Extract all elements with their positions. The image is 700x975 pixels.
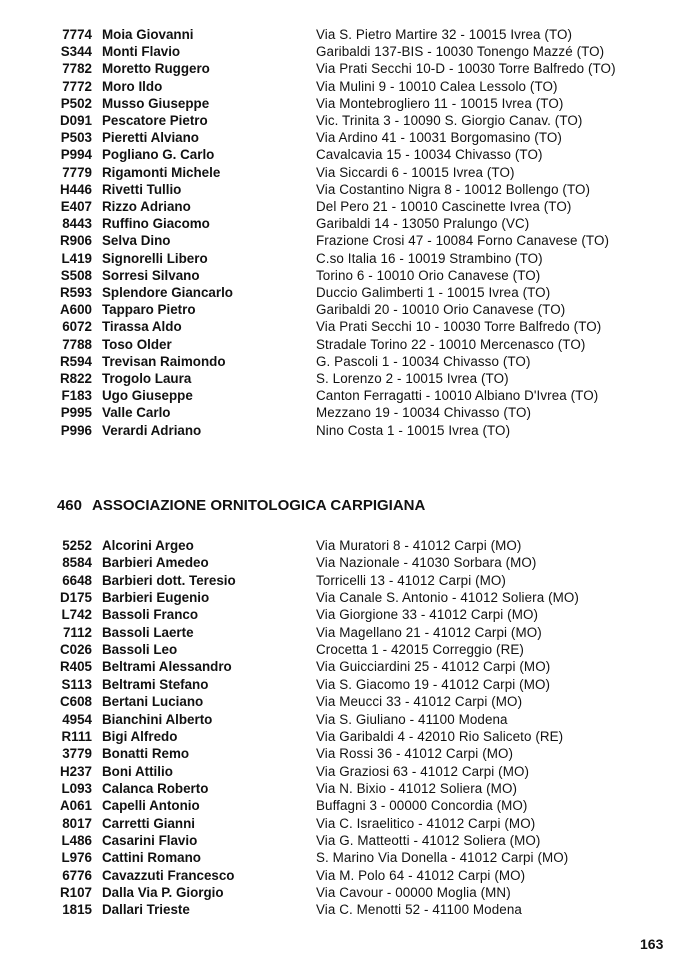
list-item: [0, 181, 700, 198]
member-address: Duccio Galimberti 1 - 10015 Ivrea (TO): [316, 285, 551, 300]
member-address: Frazione Crosi 47 - 10084 Forno Canavese (TO): [316, 233, 610, 249]
member-name: Valle Carlo: [102, 405, 171, 421]
member-name: Pescatore Pietro: [102, 113, 208, 128]
member-address: Garibaldi 137-BIS - 10030 Tonengo Mazzé (TO): [316, 44, 605, 60]
member-name: Selva Dino: [102, 233, 171, 249]
member-address: Via Graziosi 63 - 41012 Carpi (MO): [316, 763, 530, 779]
member-address: Via Nazionale - 41030 Sorbara (MO): [316, 555, 537, 571]
list-item: [0, 146, 700, 163]
member-code: 7782: [62, 61, 92, 77]
member-address: Via Prati Secchi 10 - 10030 Torre Balfredo (TO): [316, 319, 602, 335]
member-address: S. Lorenzo 2 - 10015 Ivrea (TO): [316, 371, 509, 386]
member-code: P502: [60, 95, 92, 111]
member-address: Via S. Giuliano - 41100 Modena: [316, 711, 508, 727]
list-item: [0, 301, 700, 318]
list-item: [0, 745, 700, 762]
member-address: Vic. Trinita 3 - 10090 S. Giorgio Canav. (TO): [316, 113, 583, 128]
list-item: [0, 336, 700, 353]
list-item: [0, 164, 700, 181]
member-address: Via Canale S. Antonio - 41012 Soliera (MO): [316, 590, 579, 606]
member-name: Bertani Luciano: [102, 694, 204, 710]
member-name: Beltrami Stefano: [102, 676, 209, 692]
member-name: Capelli Antonio: [102, 798, 200, 814]
member-address: S. Marino Via Donella - 41012 Carpi (MO): [316, 850, 569, 866]
member-name: Bianchini Alberto: [102, 711, 213, 727]
member-code: L976: [61, 850, 92, 866]
member-address: Via C. Israelitico - 41012 Carpi (MO): [316, 815, 536, 831]
member-name: Musso Giuseppe: [102, 95, 210, 111]
member-address: Nino Costa 1 - 10015 Ivrea (TO): [316, 422, 511, 438]
member-name: Beltrami Alessandro: [102, 659, 232, 675]
member-code: S344: [60, 44, 92, 60]
list-item: [0, 537, 700, 554]
member-name: Tapparo Pietro: [102, 302, 196, 318]
member-code: 7112: [62, 624, 92, 640]
member-name: Carretti Gianni: [102, 815, 196, 831]
member-name: Ruffino Giacomo: [102, 216, 210, 232]
list-item: [0, 867, 700, 884]
member-name: Barbieri dott. Teresio: [102, 572, 236, 588]
member-address: Stradale Torino 22 - 10010 Mercenasco (TO): [316, 336, 586, 352]
member-code: C608: [59, 694, 92, 710]
member-address: Canton Ferragatti - 10010 Albiano D'Ivrea (TO): [316, 388, 599, 404]
list-item: [0, 370, 700, 387]
member-name: Alcorini Argeo: [102, 538, 194, 553]
member-name: Moretto Ruggero: [102, 61, 210, 77]
member-name: Rigamonti Michele: [102, 164, 221, 180]
member-address: Via M. Polo 64 - 41012 Carpi (MO): [316, 867, 526, 883]
member-code: R594: [59, 353, 92, 369]
member-name: Bassoli Laerte: [102, 624, 194, 640]
member-code: P994: [60, 147, 92, 163]
list-item: [0, 26, 700, 43]
list-item: [0, 901, 700, 918]
member-address: Buffagni 3 - 00000 Concordia (MO): [316, 798, 528, 814]
member-name: Casarini Flavio: [102, 832, 198, 848]
member-address: Garibaldi 20 - 10010 Orio Canavese (TO): [316, 302, 566, 318]
section-heading: [0, 496, 700, 516]
member-address: Via N. Bixio - 41012 Soliera (MO): [316, 780, 518, 796]
list-item: [0, 711, 700, 728]
member-name: Trogolo Laura: [102, 371, 192, 386]
member-code: L742: [61, 607, 92, 623]
list-item: [0, 78, 700, 95]
section-title: ASSOCIAZIONE ORNITOLOGICA CARPIGIANA: [92, 497, 426, 514]
list-item: [0, 676, 700, 693]
list-item: [0, 232, 700, 249]
member-address: G. Pascoli 1 - 10034 Chivasso (TO): [316, 353, 531, 369]
member-name: Verardi Adriano: [102, 422, 202, 438]
member-code: L486: [61, 832, 92, 848]
list-item: [0, 624, 700, 641]
member-code: E407: [60, 199, 92, 214]
page-number: 163: [640, 936, 664, 952]
member-code: 6776: [62, 867, 92, 883]
member-name: Pieretti Alviano: [102, 130, 199, 146]
member-address: Crocetta 1 - 42015 Correggio (RE): [316, 642, 524, 658]
member-name: Bassoli Franco: [102, 607, 198, 623]
list-item: [0, 780, 700, 797]
member-name: Calanca Roberto: [102, 780, 209, 796]
member-code: 8017: [62, 815, 92, 831]
member-code: R111: [61, 728, 92, 744]
list-item: [0, 728, 700, 745]
member-code: F183: [61, 388, 92, 404]
member-address: Via Garibaldi 4 - 42010 Rio Saliceto (RE): [316, 728, 564, 744]
member-address: Via Giorgione 33 - 41012 Carpi (MO): [316, 607, 539, 623]
member-name: Pogliano G. Carlo: [102, 147, 215, 163]
list-item: [0, 112, 700, 129]
list-item: [0, 198, 700, 215]
member-address: Via Siccardi 6 - 10015 Ivrea (TO): [316, 164, 515, 180]
member-code: P503: [60, 130, 92, 146]
list-item: [0, 215, 700, 232]
member-address: Via Guicciardini 25 - 41012 Carpi (MO): [316, 659, 551, 675]
member-code: C026: [59, 642, 92, 658]
member-address: Via Muratori 8 - 41012 Carpi (MO): [316, 538, 522, 553]
member-code: S113: [61, 676, 92, 692]
list-item: [0, 832, 700, 849]
member-name: Moia Giovanni: [102, 27, 194, 42]
member-address: Del Pero 21 - 10010 Cascinette Ivrea (TO): [316, 199, 572, 214]
member-address: Via Meucci 33 - 41012 Carpi (MO): [316, 694, 523, 710]
member-name: Monti Flavio: [102, 44, 181, 60]
member-code: H446: [59, 181, 92, 197]
list-item: [0, 554, 700, 571]
list-item: [0, 422, 700, 439]
list-item: [0, 797, 700, 814]
member-code: 3779: [62, 746, 92, 762]
member-code: H237: [59, 763, 92, 779]
list-item: [0, 267, 700, 284]
member-code: 7779: [62, 164, 92, 180]
member-name: Cattini Romano: [102, 850, 201, 866]
member-code: R107: [59, 885, 92, 900]
member-name: Bonatti Remo: [102, 746, 190, 762]
list-item: [0, 572, 700, 589]
list-item: [0, 815, 700, 832]
list-item: [0, 95, 700, 112]
list-item: [0, 353, 700, 370]
member-name: Sorresi Silvano: [102, 267, 200, 283]
member-code: R906: [59, 233, 92, 249]
list-item: [0, 849, 700, 866]
member-address: Torricelli 13 - 41012 Carpi (MO): [316, 572, 506, 588]
section-number: 460: [56, 497, 82, 514]
member-name: Signorelli Libero: [102, 250, 208, 266]
member-code: R822: [59, 371, 92, 386]
list-item: [0, 404, 700, 421]
member-address: Torino 6 - 10010 Orio Canavese (TO): [316, 267, 541, 283]
list-item: [0, 589, 700, 606]
member-name: Rivetti Tullio: [102, 181, 182, 197]
member-address: C.so Italia 16 - 10019 Strambino (TO): [316, 250, 543, 266]
member-name: Tirassa Aldo: [102, 319, 182, 335]
member-address: Mezzano 19 - 10034 Chivasso (TO): [316, 405, 532, 421]
list-item: [0, 60, 700, 77]
member-code: 7774: [62, 27, 92, 42]
member-name: Toso Older: [102, 336, 172, 352]
member-address: Via Costantino Nigra 8 - 10012 Bollengo (TO): [316, 181, 591, 197]
list-item: [0, 43, 700, 60]
member-code: D175: [59, 590, 92, 606]
member-code: 8584: [62, 555, 92, 571]
member-address: Via Magellano 21 - 41012 Carpi (MO): [316, 624, 542, 640]
member-code: R593: [59, 285, 92, 300]
member-code: A061: [59, 798, 92, 814]
member-code: S508: [60, 267, 92, 283]
list-item: [0, 284, 700, 301]
member-address: Via Prati Secchi 10-D - 10030 Torre Balfredo (TO): [316, 61, 616, 77]
member-name: Ugo Giuseppe: [102, 388, 193, 404]
member-code: L419: [61, 250, 92, 266]
member-code: D091: [59, 113, 92, 128]
member-name: Rizzo Adriano: [102, 199, 191, 214]
member-code: L093: [61, 780, 92, 796]
member-name: Cavazzuti Francesco: [102, 867, 235, 883]
member-address: Via C. Menotti 52 - 41100 Modena: [316, 902, 522, 918]
member-address: Via Rossi 36 - 41012 Carpi (MO): [316, 746, 514, 762]
member-address: Via Montebrogliero 11 - 10015 Ivrea (TO): [316, 95, 564, 111]
member-code: P995: [60, 405, 92, 421]
member-code: 5252: [62, 538, 92, 553]
member-code: 4954: [62, 711, 92, 727]
list-item: [0, 693, 700, 710]
list-item: [0, 641, 700, 658]
member-address: Via Cavour - 00000 Moglia (MN): [316, 885, 511, 900]
member-code: 8443: [62, 216, 92, 232]
list-item: [0, 606, 700, 623]
member-address: Garibaldi 14 - 13050 Pralungo (VC): [316, 216, 530, 232]
list-item: [0, 658, 700, 675]
member-code: P996: [60, 422, 92, 438]
member-address: Cavalcavia 15 - 10034 Chivasso (TO): [316, 147, 543, 163]
list-item: [0, 387, 700, 404]
member-name: Trevisan Raimondo: [102, 353, 226, 369]
member-name: Dalla Via P. Giorgio: [102, 885, 224, 900]
list-item: [0, 763, 700, 780]
member-address: Via S. Pietro Martire 32 - 10015 Ivrea (TO): [316, 27, 573, 42]
member-code: A600: [59, 302, 92, 318]
member-name: Splendore Giancarlo: [102, 285, 233, 300]
member-name: Barbieri Eugenio: [102, 590, 210, 606]
list-item: [0, 318, 700, 335]
member-address: Via Mulini 9 - 10010 Calea Lessolo (TO): [316, 78, 558, 94]
member-name: Barbieri Amedeo: [102, 555, 209, 571]
member-code: 7788: [62, 336, 92, 352]
list-item: [0, 129, 700, 146]
member-name: Bigi Alfredo: [102, 728, 178, 744]
member-address: Via Ardino 41 - 10031 Borgomasino (TO): [316, 130, 562, 146]
member-name: Boni Attilio: [102, 763, 173, 779]
member-name: Dallari Trieste: [102, 902, 190, 918]
member-code: 1815: [62, 902, 92, 918]
member-code: R405: [59, 659, 92, 675]
member-name: Bassoli Leo: [102, 642, 178, 658]
list-item: [0, 250, 700, 267]
member-code: 7772: [62, 78, 92, 94]
member-code: 6648: [62, 572, 92, 588]
member-address: Via G. Matteotti - 41012 Soliera (MO): [316, 832, 541, 848]
member-name: Moro Ildo: [102, 78, 163, 94]
member-address: Via S. Giacomo 19 - 41012 Carpi (MO): [316, 676, 551, 692]
member-code: 6072: [62, 319, 92, 335]
list-item: [0, 884, 700, 901]
